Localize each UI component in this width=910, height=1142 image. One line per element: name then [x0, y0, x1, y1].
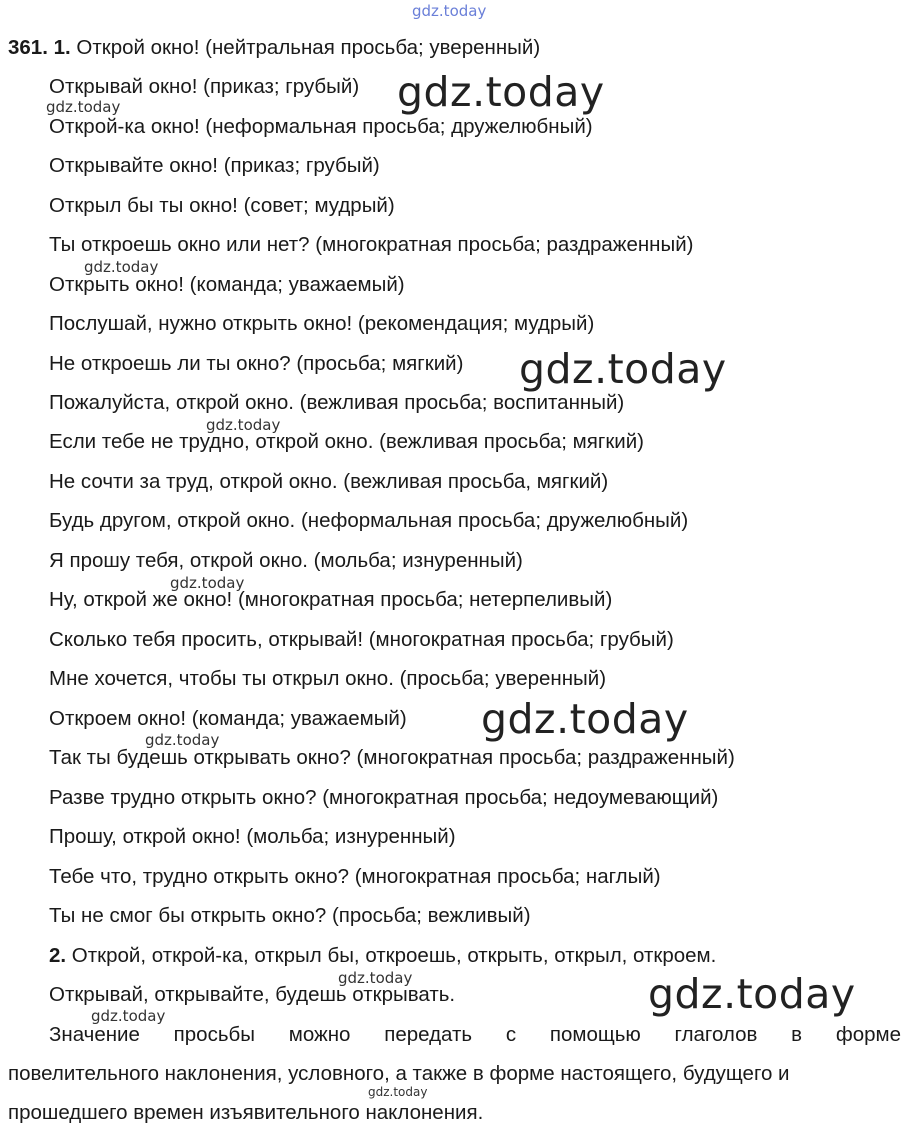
sentence-16: Сколько тебя просить, открывай! (многократная просьба; грубый): [49, 628, 674, 651]
sentence-11: Если тебе не трудно, открой окно. (вежливая просьба; мягкий): [49, 430, 645, 453]
sentence-5: Открыл бы ты окно! (совет; мудрый): [49, 194, 395, 217]
conclusion-line-3: прошедшего времен изъявительного наклонения.: [8, 1101, 484, 1124]
part2-first-line: [49, 944, 716, 968]
sentence-6: Ты откроешь окно или нет? (многократная просьба; раздраженный): [49, 233, 694, 256]
part1-label: 1.: [53, 36, 77, 59]
watermark-large-2: gdz.today: [519, 345, 727, 393]
watermark-small-1: gdz.today: [46, 98, 121, 116]
conclusion-line-2: повелительного наклонения, условного, а также в форме настоящего, будущего и: [8, 1062, 790, 1085]
part2-forms-2: Открывай, открывайте, будешь открывать.: [49, 983, 456, 1006]
watermark-top: gdz.today: [412, 2, 487, 20]
sentence-1: Открой окно! (нейтральная просьба; уверенный): [76, 36, 541, 59]
part2-forms-1: Открой, открой-ка, открыл бы, откроешь, открыть, открыл, откроем.: [71, 944, 717, 967]
sentence-8: Послушай, нужно открыть окно! (рекомендация; мудрый): [49, 312, 595, 335]
watermark-small-2: gdz.today: [84, 258, 159, 276]
sentence-15: Ну, открой же окно! (многократная просьба; нетерпеливый): [49, 588, 613, 611]
task-number: 361.: [8, 36, 54, 59]
sentence-3: Открой-ка окно! (неформальная просьба; дружелюбный): [49, 115, 593, 138]
sentence-20: Разве трудно открыть окно? (многократная просьба; недоумевающий): [49, 786, 719, 809]
task-first-line: [8, 36, 540, 60]
sentence-21: Прошу, открой окно! (мольба; изнуренный): [49, 825, 456, 848]
watermark-tiny-1: gdz.today: [368, 1085, 428, 1099]
watermark-large-4: gdz.today: [648, 970, 856, 1018]
sentence-14: Я прошу тебя, открой окно. (мольба; изнуренный): [49, 549, 523, 572]
conclusion-line-1: Значение просьбы можно передать с помощью глаголов в форме: [49, 1023, 901, 1046]
sentence-4: Открывайте окно! (приказ; грубый): [49, 154, 380, 177]
watermark-small-6: gdz.today: [338, 969, 413, 987]
watermark-large-3: gdz.today: [481, 695, 689, 743]
sentence-23: Ты не смог бы открыть окно? (просьба; вежливый): [49, 904, 531, 927]
sentence-18: Откроем окно! (команда; уважаемый): [49, 707, 407, 730]
sentence-7: Открыть окно! (команда; уважаемый): [49, 273, 405, 296]
sentence-17: Мне хочется, чтобы ты открыл окно. (просьба; уверенный): [49, 667, 607, 690]
sentence-13: Будь другом, открой окно. (неформальная просьба; дружелюбный): [49, 509, 689, 532]
sentence-2: Открывай окно! (приказ; грубый): [49, 75, 360, 98]
watermark-small-3: gdz.today: [206, 416, 281, 434]
sentence-22: Тебе что, трудно открыть окно? (многократная просьба; наглый): [49, 865, 661, 888]
part2-label: 2.: [49, 944, 72, 967]
watermark-large-1: gdz.today: [397, 68, 605, 116]
sentence-10: Пожалуйста, открой окно. (вежливая просьба; воспитанный): [49, 391, 625, 414]
watermark-small-4: gdz.today: [170, 574, 245, 592]
sentence-12: Не сочти за труд, открой окно. (вежливая просьба, мягкий): [49, 470, 609, 493]
sentence-19: Так ты будешь открывать окно? (многократная просьба; раздраженный): [49, 746, 735, 769]
sentence-9: Не откроешь ли ты окно? (просьба; мягкий): [49, 352, 464, 375]
watermark-small-5: gdz.today: [145, 731, 220, 749]
watermark-small-7: gdz.today: [91, 1007, 166, 1025]
